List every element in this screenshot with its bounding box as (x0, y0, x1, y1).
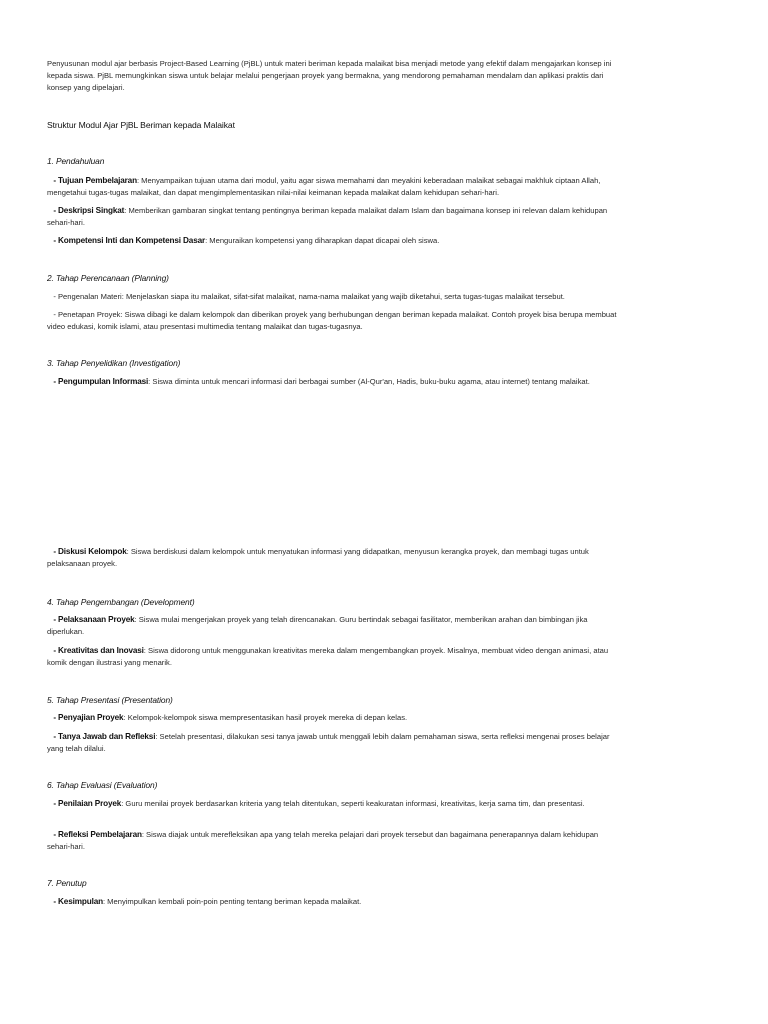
item-text: : Siswa berdiskusi dalam kelompok untuk menyatukan informasi yang didapatkan, menyusun kerangka proyek, dan membagi tugas untuk pelaksanaan proyek. (47, 547, 589, 568)
intro-paragraph: Penyusunan modul ajar berbasis Project-Based Learning (PjBL) untuk materi beriman kepada malaikat bisa menjadi metode yang efektif dalam mengajarkan konsep ini kepada siswa. PjBL memungkinkan siswa untuk belajar melalui pengerjaan proyek yang bermakna, yang mendorong pemahaman mendalam dan aplikasi praktis dari konsep yang dipelajari. (47, 59, 612, 92)
item-tujuan-pembelajaran (47, 175, 617, 199)
structure-heading: Struktur Modul Ajar PjBL Beriman kepada Malaikat (47, 120, 235, 130)
item-text: : Memberikan gambaran singkat tentang pentingnya beriman kepada malaikat dalam Islam dan bagaimana konsep ini relevan dalam kehidupan sehari-hari. (47, 206, 608, 227)
item-label: - Tujuan Pembelajaran (53, 176, 137, 185)
item-text: - Pengenalan Materi: Menjelaskan siapa itu malaikat, sifat-sifat malaikat, nama-nama malaikat yang wajib diketahui, serta tugas-tugas malaikat tersebut. (53, 292, 565, 301)
item-text: : Guru menilai proyek berdasarkan kriteria yang telah ditentukan, seperti keakuratan informasi, kreativitas, kerja sama tim, dan presentasi. (121, 799, 585, 808)
item-label: - Penilaian Proyek (53, 799, 122, 808)
item-text: - Penetapan Proyek: Siswa dibagi ke dalam kelompok dan diberikan proyek yang berhubungan dengan beriman kepada malaikat. Contoh proyek bisa berupa membuat video edukasi, komik islami, atau presentasi multimedia tentang malaikat dan tugas-tugasnya. (47, 310, 617, 331)
item-label: - Pengumpulan Informasi (53, 377, 149, 386)
item-label: - Diskusi Kelompok (53, 547, 127, 556)
item-text: : Menguraikan kompetensi yang diharapkan dapat dicapai oleh siswa. (205, 236, 440, 245)
item-text: : Siswa diminta untuk mencari informasi dari berbagai sumber (Al-Qur'an, Hadis, buku-buku agama, atau internet) tentang malaikat. (148, 377, 590, 386)
item-diskusi-kelompok (47, 546, 617, 570)
item-penilaian-proyek (47, 798, 617, 810)
item-kompetensi (47, 235, 617, 247)
item-label: - Kreativitas dan Inovasi (53, 646, 144, 655)
section-title-penutup: 7. Penutup (47, 878, 87, 888)
item-label: - Kesimpulan (53, 897, 103, 906)
item-label: - Penyajian Proyek (53, 713, 124, 722)
section-title-pendahuluan: 1. Pendahuluan (47, 156, 105, 166)
item-refleksi-pembelajaran (47, 829, 617, 853)
item-label: - Tanya Jawab dan Refleksi (53, 732, 156, 741)
item-label: - Kompetensi Inti dan Kompetensi Dasar (53, 236, 206, 245)
item-text: : Menyimpulkan kembali poin-poin penting tentang beriman kepada malaikat. (102, 897, 362, 906)
item-text: : Menyampaikan tujuan utama dari modul, yaitu agar siswa memahami dan meyakini keberadaan malaikat sebagai makhluk ciptaan Allah, mengetahui tugas-tugas malaikat, dan dapat mengimplementasikan nilai-nilai keimanan kepada malaikat dalam kehidupan sehari-hari. (47, 176, 601, 197)
section-title-perencanaan: 2. Tahap Perencanaan (Planning) (47, 273, 169, 283)
item-label: - Pelaksanaan Proyek (53, 615, 135, 624)
section-title-penyelidikan: 3. Tahap Penyelidikan (Investigation) (47, 358, 181, 368)
section-title-pengembangan: 4. Tahap Pengembangan (Development) (47, 597, 195, 607)
item-deskripsi-singkat (47, 205, 617, 229)
item-text: : Siswa mulai mengerjakan proyek yang telah direncanakan. Guru bertindak sebagai fasilitator, memberikan arahan dan bimbingan jika diperlukan. (47, 615, 588, 636)
item-pengenalan-materi (47, 291, 617, 303)
item-pengumpulan-informasi (47, 376, 617, 388)
item-penetapan-proyek (47, 309, 617, 333)
item-label: - Refleksi Pembelajaran (53, 830, 142, 839)
section-title-evaluasi: 6. Tahap Evaluasi (Evaluation) (47, 780, 158, 790)
item-tanya-jawab-refleksi (47, 731, 617, 755)
item-text: : Siswa didorong untuk menggunakan kreativitas mereka dalam mengembangkan proyek. Misalnya, membuat video dengan animasi, atau komik dengan ilustrasi yang menarik. (47, 646, 609, 667)
item-kreativitas-inovasi (47, 645, 617, 669)
item-text: : Siswa diajak untuk merefleksikan apa yang telah mereka pelajari dari proyek tersebut dan bagaimana penerapannya dalam kehidupan sehari-hari. (47, 830, 599, 851)
item-penyajian-proyek (47, 712, 617, 724)
item-kesimpulan (47, 896, 617, 908)
item-pelaksanaan-proyek (47, 614, 617, 638)
item-text: : Setelah presentasi, dilakukan sesi tanya jawab untuk menggali lebih dalam pemahaman siswa, serta refleksi mengenai proses belajar yang telah dilalui. (47, 732, 610, 753)
section-title-presentasi: 5. Tahap Presentasi (Presentation) (47, 695, 173, 705)
item-text: : Kelompok-kelompok siswa mempresentasikan hasil proyek mereka di depan kelas. (123, 713, 408, 722)
item-label: - Deskripsi Singkat (53, 206, 125, 215)
